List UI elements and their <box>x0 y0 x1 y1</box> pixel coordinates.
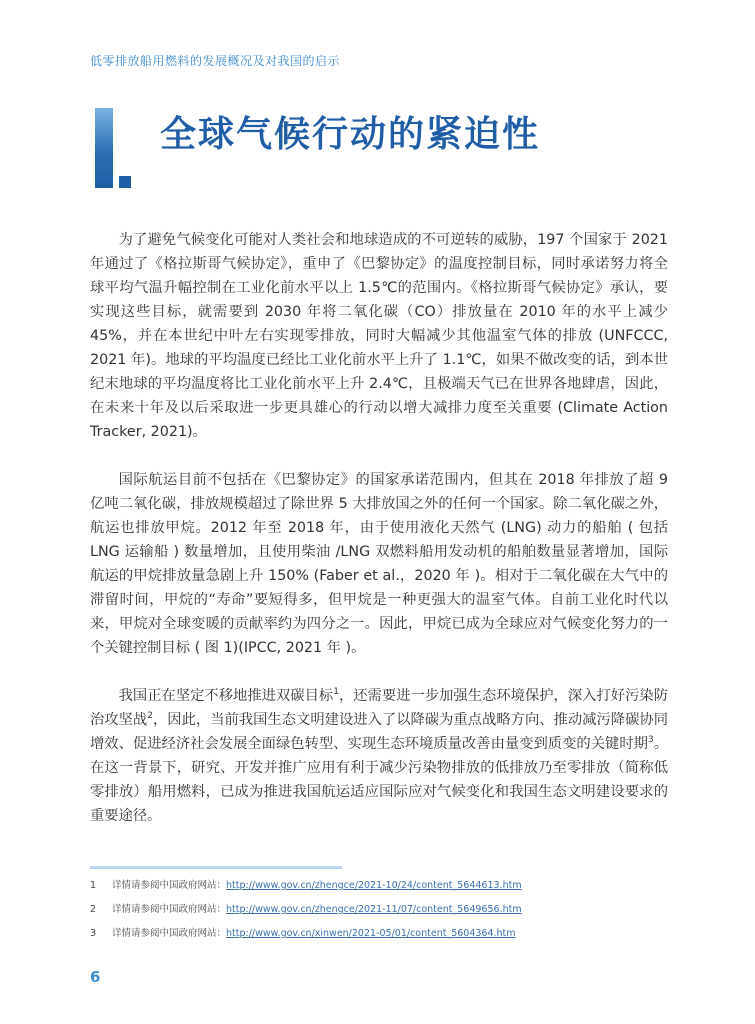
section-numeral-dot <box>119 176 131 188</box>
footnote-ref-3[interactable]: 3 <box>647 735 654 746</box>
footnotes <box>90 880 690 952</box>
footnote-text: 详情请参阅中国政府网站： <box>112 904 227 915</box>
footnote-link[interactable]: http://www.gov.cn/zhengce/2021-10/24/content_5644613.htm <box>226 880 522 891</box>
paragraph-3 <box>90 684 668 828</box>
paragraph-3-part-d: 。在这一背景下，研究、开发并推广应用有利于减少污染物排放的低排放乃至零排放（简称低零排放）船用燃料，已成为推进我国航运适应国际应对气候变化和我国生态文明建设要求的重要途径。 <box>90 736 669 824</box>
paragraph-2: 国际航运目前不包括在《巴黎协定》的国家承诺范围内，但其在 2018 年排放了超 9 亿吨二氧化碳，排放规模超过了除世界 5 大排放国之外的任何一个国家。除二氧化碳之外，航运也排放甲烷。2012 年至 2018 年，由于使用液化天然气 (LNG) 动力的船舶 ( 包括 LNG 运输船 ) 数量增加，且使用柴油 /LNG 双燃料船用发动机的船舶数量显著增加，国际航运的甲烷排放量急剧上升 150% (Faber et al.，2020 年 )。相对于二氧化碳在大气中的滞留时间，甲烷的“寿命”要短得多，但甲烷是一种更强大的温室气体。自前工业化时代以来，甲烷对全球变暖的贡献率约为四分之一。因此，甲烷已成为全球应对气候变化努力的一个关键控制目标 ( 图 1)(IPCC, 2021 年 )。 <box>90 472 668 656</box>
footnote-ref-1[interactable]: 1 <box>333 687 339 698</box>
footnote-number: 2 <box>90 904 97 915</box>
section-numeral <box>95 108 135 188</box>
footnote-item <box>90 928 690 940</box>
paragraph-1: 为了避免气候变化可能对人类社会和地球造成的不可逆转的威胁，197 个国家于 2021 年通过了《格拉斯哥气候协定》，重申了《巴黎协定》的温度控制目标，同时承诺努力将全球平均气温升幅控制在工业化前水平以上 1.5℃的范围内。《格拉斯哥气候协定》承认，要实现这些目标，就需要到 2030 年将二氧化碳（CO）排放量在 2010 年的水平上减少 45%，并在本世纪中叶左右实现零排放，同时大幅减少其他温室气体的排放 (UNFCCC, 2021 年)。地球的平均温度已经比工业化前水平上升了 1.1℃，如果不做改变的话，到本世纪末地球的平均温度将比工业化前水平上升 2.4℃，且极端天气已在世界各地肆虐，因此，在未来十年及以后采取进一步更具雄心的行动以增大减排力度至关重要 (Climate Action Tracker, 2021)。 <box>90 232 668 440</box>
paragraph-3-part-b: ，还需要进一步加强生态环境保护，深入打好污染防治攻坚战 <box>90 688 668 728</box>
paragraph-3-part-c: ，因此，当前我国生态文明建设进入了以降碳为重点战略方向、推动减污降碳协同增效、促进经济社会发展全面绿色转型、实现生态环境质量改善由量变到质变的关键时期 <box>90 712 669 752</box>
section-numeral-bar <box>95 108 113 188</box>
footnote-text: 详情请参阅中国政府网站： <box>112 880 227 891</box>
footnote-item <box>90 904 690 916</box>
page-number: 6 <box>90 968 101 986</box>
paragraph-3-part-a: 我国正在坚定不移地推进双碳目标 <box>118 688 334 704</box>
footnote-number: 3 <box>90 928 97 939</box>
footnote-link[interactable]: http://www.gov.cn/xinwen/2021-05/01/content_5604364.htm <box>226 928 516 939</box>
body-text <box>90 228 668 852</box>
footnote-ref-2[interactable]: 2 <box>147 711 153 722</box>
footnote-text: 详情请参阅中国政府网站： <box>112 928 227 939</box>
section-title: 全球气候行动的紧迫性 <box>160 114 541 155</box>
running-header: 低零排放船用燃料的发展概况及对我国的启示 <box>90 54 341 68</box>
footnote-divider <box>90 866 342 869</box>
footnote-number: 1 <box>90 880 97 891</box>
footnote-link[interactable]: http://www.gov.cn/zhengce/2021-11/07/content_5649656.htm <box>226 904 522 915</box>
footnote-item <box>90 880 690 892</box>
